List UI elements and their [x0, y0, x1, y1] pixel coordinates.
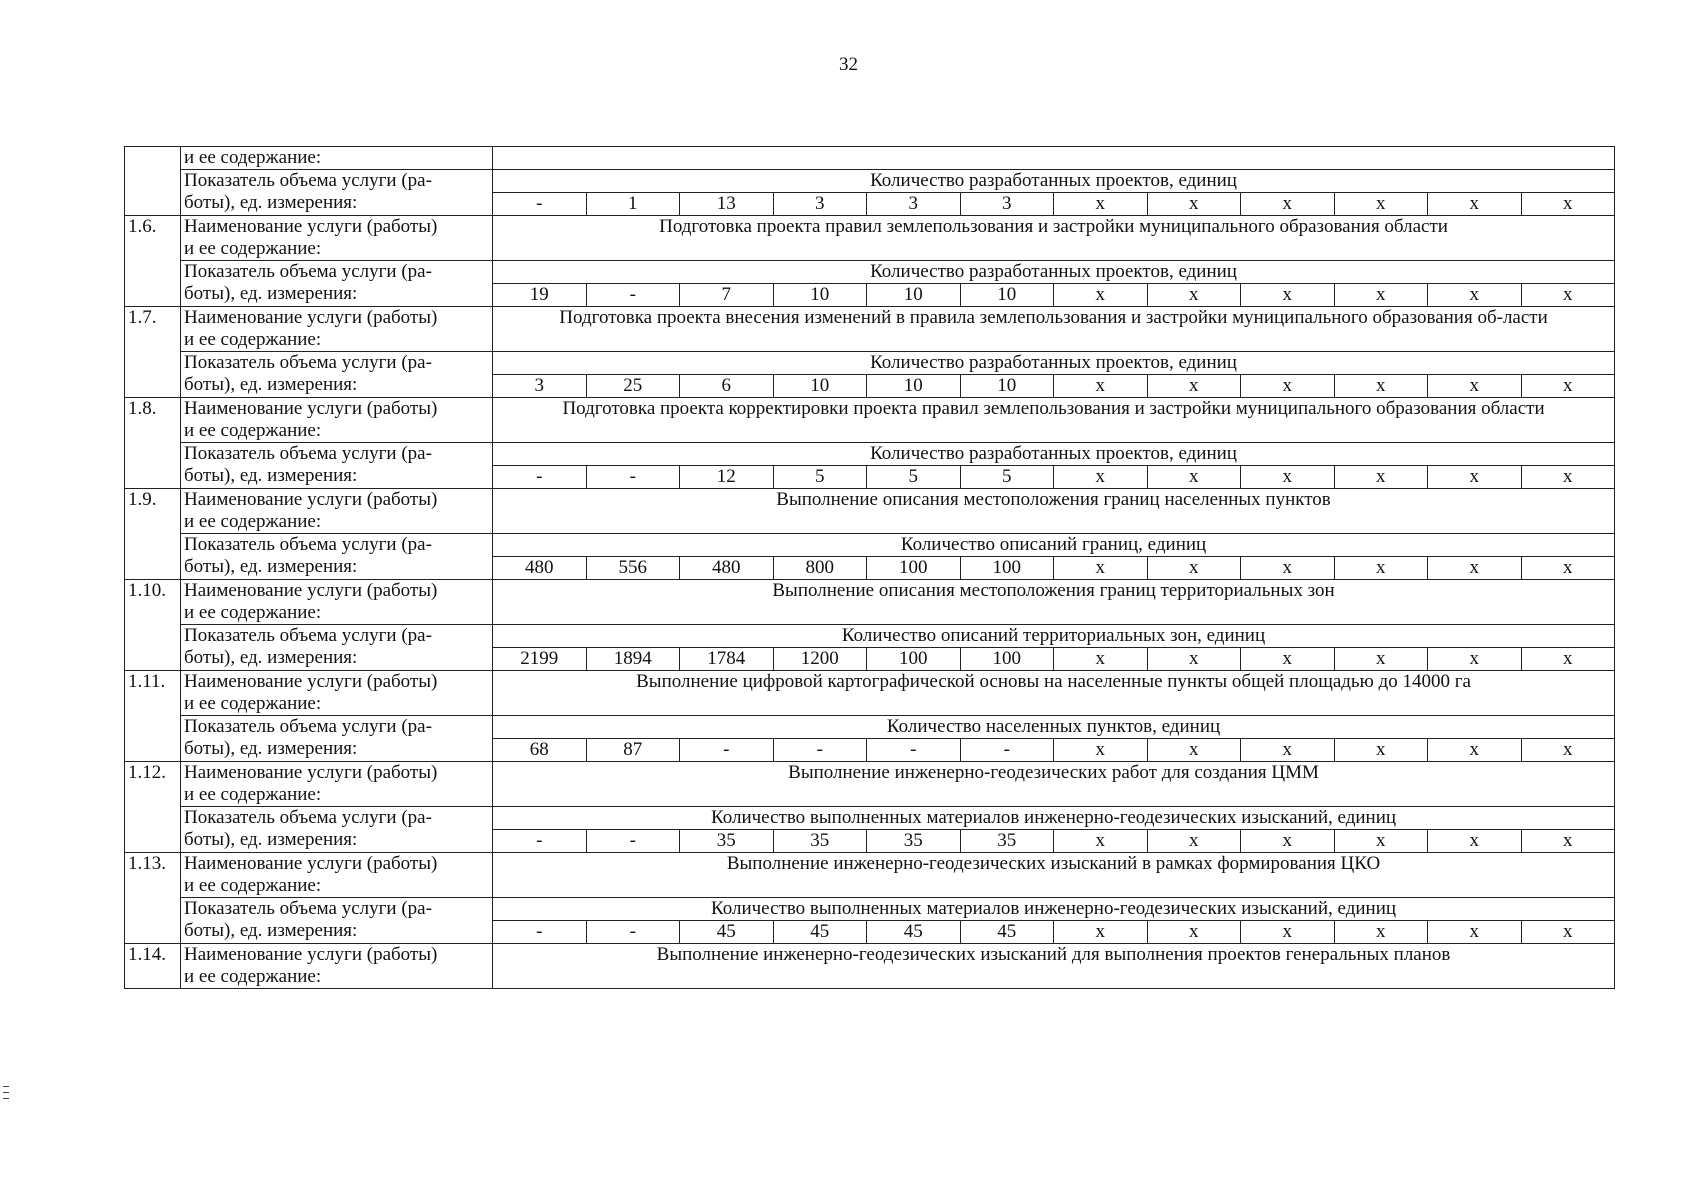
value-cell: x	[1521, 284, 1615, 307]
indicator-row	[125, 261, 1615, 284]
row-number: 1.8.	[125, 398, 181, 489]
row-number: 1.9.	[125, 489, 181, 580]
service-title: Выполнение инженерно-геодезических работ для создания ЦММ	[493, 762, 1615, 807]
service-title: Выполнение цифровой картографической основы на населенные пункты общей площадью до 14000 га	[493, 671, 1615, 716]
name-label	[181, 580, 493, 625]
service-title: Выполнение описания местоположения границ территориальных зон	[493, 580, 1615, 625]
value-cell: x	[1521, 921, 1615, 944]
value-cell: 10	[773, 375, 867, 398]
indicator-title: Количество разработанных проектов, единиц	[493, 443, 1615, 466]
value-cell: -	[493, 921, 587, 944]
value-cell: x	[1428, 466, 1522, 489]
value-cell: 10	[960, 284, 1054, 307]
value-cell: x	[1521, 375, 1615, 398]
value-cell: x	[1054, 193, 1148, 216]
value-cell: 100	[960, 648, 1054, 671]
value-cell: -	[586, 466, 680, 489]
margin-mark	[3, 1098, 9, 1099]
value-cell: 1894	[586, 648, 680, 671]
value-cell: 68	[493, 739, 587, 762]
name-label-tail: и ее содержание:	[181, 147, 493, 170]
value-cell: -	[493, 193, 587, 216]
service-title: Подготовка проекта корректировки проекта правил землепользования и застройки муниципального образования области	[493, 398, 1615, 443]
name-label-line1: Наименование услуги (работы)	[184, 944, 438, 965]
value-cell: x	[1428, 921, 1522, 944]
indicator-label	[181, 352, 493, 398]
value-cell: 1200	[773, 648, 867, 671]
row-number: 1.6.	[125, 216, 181, 307]
value-cell: x	[1428, 557, 1522, 580]
value-cell: 100	[960, 557, 1054, 580]
indicator-label-line2: боты), ед. измерения:	[184, 647, 358, 668]
value-cell: 10	[867, 375, 961, 398]
row-number: 1.12.	[125, 762, 181, 853]
indicator-title: Количество выполненных материалов инженерно-геодезических изысканий, единиц	[493, 898, 1615, 921]
service-title: Выполнение инженерно-геодезических изысканий в рамках формирования ЦКО	[493, 853, 1615, 898]
value-cell: x	[1147, 284, 1241, 307]
value-cell: 35	[960, 830, 1054, 853]
name-label-line2: и ее содержание:	[184, 238, 322, 259]
value-cell: 800	[773, 557, 867, 580]
value-cell: -	[680, 739, 774, 762]
name-label-line2: и ее содержание:	[184, 875, 322, 896]
indicator-label	[181, 443, 493, 489]
value-cell: x	[1147, 466, 1241, 489]
value-cell: -	[586, 830, 680, 853]
indicator-title: Количество описаний границ, единиц	[493, 534, 1615, 557]
indicator-title: Количество разработанных проектов, единиц	[493, 352, 1615, 375]
value-cell: 5	[867, 466, 961, 489]
value-cell: x	[1428, 830, 1522, 853]
value-cell: 100	[867, 648, 961, 671]
service-title: Подготовка проекта правил землепользования и застройки муниципального образования области	[493, 216, 1615, 261]
value-cell: x	[1334, 921, 1428, 944]
value-cell: x	[1241, 739, 1335, 762]
value-cell: 25	[586, 375, 680, 398]
name-label-line1: Наименование услуги (работы)	[184, 307, 438, 328]
indicator-title: Количество разработанных проектов, единиц	[493, 261, 1615, 284]
name-label	[181, 853, 493, 898]
margin-mark	[3, 1092, 9, 1093]
name-label	[181, 944, 493, 989]
name-label	[181, 762, 493, 807]
indicator-label-line1: Показатель объема услуги (ра-	[184, 898, 432, 919]
value-cell: 3	[960, 193, 1054, 216]
indicator-label-line1: Показатель объема услуги (ра-	[184, 534, 432, 555]
value-cell: x	[1521, 193, 1615, 216]
name-label	[181, 671, 493, 716]
name-label-line1: Наименование услуги (работы)	[184, 580, 438, 601]
service-name-row	[125, 398, 1615, 443]
value-cell: x	[1428, 284, 1522, 307]
name-label-line2: и ее содержание:	[184, 784, 322, 805]
value-cell: x	[1054, 921, 1148, 944]
value-cell: x	[1054, 557, 1148, 580]
value-cell: -	[773, 739, 867, 762]
indicator-title: Количество разработанных проектов, единиц	[493, 170, 1615, 193]
indicator-label-line1: Показатель объема услуги (ра-	[184, 807, 432, 828]
name-label-line2: и ее содержание:	[184, 966, 322, 987]
value-cell: x	[1521, 466, 1615, 489]
continuation-indicator-row	[125, 170, 1615, 193]
value-cell: 13	[680, 193, 774, 216]
service-name-row	[125, 671, 1615, 716]
value-cell: x	[1241, 466, 1335, 489]
value-cell: 6	[680, 375, 774, 398]
value-cell: x	[1241, 193, 1335, 216]
service-name-row	[125, 216, 1615, 261]
indicator-label-line2: боты), ед. измерения:	[184, 738, 358, 759]
value-cell: x	[1054, 466, 1148, 489]
indicator-row	[125, 807, 1615, 830]
value-cell: 35	[773, 830, 867, 853]
indicator-title: Количество описаний территориальных зон, единиц	[493, 625, 1615, 648]
value-cell: 1	[586, 193, 680, 216]
indicator-label-line2: боты), ед. измерения:	[184, 374, 358, 395]
value-cell: 45	[867, 921, 961, 944]
indicator-row	[125, 352, 1615, 375]
indicator-label-line1: Показатель объема услуги (ра-	[184, 625, 432, 646]
value-cell: 35	[680, 830, 774, 853]
name-label-line1: Наименование услуги (работы)	[184, 671, 438, 692]
name-label-line1: Наименование услуги (работы)	[184, 853, 438, 874]
value-cell: 45	[773, 921, 867, 944]
row-number: 1.11.	[125, 671, 181, 762]
value-cell: x	[1428, 375, 1522, 398]
indicator-label-line1: Показатель объема услуги (ра-	[184, 443, 432, 464]
name-label	[181, 307, 493, 352]
value-cell: x	[1147, 739, 1241, 762]
indicator-label-line2: боты), ед. измерения:	[184, 556, 358, 577]
indicator-label	[181, 534, 493, 580]
value-cell: x	[1521, 739, 1615, 762]
name-label-line2: и ее содержание:	[184, 511, 322, 532]
value-cell: x	[1241, 921, 1335, 944]
value-cell: 45	[960, 921, 1054, 944]
name-label	[181, 398, 493, 443]
service-name-row	[125, 580, 1615, 625]
value-cell: 100	[867, 557, 961, 580]
value-cell: x	[1334, 284, 1428, 307]
row-number-empty	[125, 147, 181, 216]
value-cell: x	[1334, 648, 1428, 671]
value-cell: x	[1147, 830, 1241, 853]
value-cell: 10	[867, 284, 961, 307]
value-cell: x	[1147, 648, 1241, 671]
value-cell: x	[1054, 739, 1148, 762]
page-number: 32	[839, 54, 858, 75]
value-cell: -	[867, 739, 961, 762]
name-label-line1: Наименование услуги (работы)	[184, 762, 438, 783]
value-cell: x	[1147, 921, 1241, 944]
value-cell: x	[1147, 193, 1241, 216]
value-cell: 45	[680, 921, 774, 944]
value-cell: x	[1521, 557, 1615, 580]
value-cell: x	[1428, 193, 1522, 216]
value-cell: -	[960, 739, 1054, 762]
service-title-empty	[493, 147, 1615, 170]
service-name-row	[125, 853, 1615, 898]
value-cell: x	[1428, 648, 1522, 671]
value-cell: x	[1147, 375, 1241, 398]
value-cell: 19	[493, 284, 587, 307]
indicator-title: Количество населенных пунктов, единиц	[493, 716, 1615, 739]
indicator-label	[181, 716, 493, 762]
value-cell: x	[1241, 648, 1335, 671]
value-cell: x	[1241, 557, 1335, 580]
indicator-label-line2: боты), ед. измерения:	[184, 192, 358, 213]
indicator-label-line1: Показатель объема услуги (ра-	[184, 261, 432, 282]
name-label	[181, 216, 493, 261]
indicator-label-line2: боты), ед. измерения:	[184, 829, 358, 850]
value-cell: -	[586, 921, 680, 944]
row-number: 1.13.	[125, 853, 181, 944]
value-cell: 3	[867, 193, 961, 216]
services-table	[124, 146, 1615, 989]
service-title: Выполнение описания местоположения границ населенных пунктов	[493, 489, 1615, 534]
value-cell: x	[1241, 375, 1335, 398]
indicator-label-line1: Показатель объема услуги (ра-	[184, 716, 432, 737]
value-cell: 12	[680, 466, 774, 489]
value-cell: 5	[960, 466, 1054, 489]
indicator-title: Количество выполненных материалов инженерно-геодезических изысканий, единиц	[493, 807, 1615, 830]
service-name-row	[125, 762, 1615, 807]
indicator-row	[125, 625, 1615, 648]
value-cell: x	[1241, 830, 1335, 853]
value-cell: 1784	[680, 648, 774, 671]
value-cell: 87	[586, 739, 680, 762]
services-table-body	[125, 147, 1615, 989]
value-cell: x	[1334, 739, 1428, 762]
indicator-label-line2: боты), ед. измерения:	[184, 465, 358, 486]
value-cell: 7	[680, 284, 774, 307]
row-number: 1.7.	[125, 307, 181, 398]
indicator-label	[181, 261, 493, 307]
indicator-row	[125, 898, 1615, 921]
name-label-line1: Наименование услуги (работы)	[184, 398, 438, 419]
name-label-line1: Наименование услуги (работы)	[184, 216, 438, 237]
service-name-row	[125, 944, 1615, 989]
name-label-line2: и ее содержание:	[184, 420, 322, 441]
service-title: Подготовка проекта внесения изменений в правила землепользования и застройки муниципального образования об-ласти	[493, 307, 1615, 352]
indicator-row	[125, 443, 1615, 466]
value-cell: -	[493, 830, 587, 853]
value-cell: x	[1054, 375, 1148, 398]
value-cell: x	[1054, 648, 1148, 671]
value-cell: 480	[680, 557, 774, 580]
continuation-name-row	[125, 147, 1615, 170]
name-label	[181, 489, 493, 534]
margin-mark	[3, 1086, 9, 1087]
value-cell: x	[1334, 466, 1428, 489]
service-name-row	[125, 489, 1615, 534]
value-cell: -	[493, 466, 587, 489]
value-cell: -	[586, 284, 680, 307]
value-cell: x	[1521, 830, 1615, 853]
value-cell: 10	[773, 284, 867, 307]
name-label-line2: и ее содержание:	[184, 602, 322, 623]
row-number: 1.10.	[125, 580, 181, 671]
value-cell: x	[1334, 557, 1428, 580]
name-label-line1: Наименование услуги (работы)	[184, 489, 438, 510]
value-cell: 35	[867, 830, 961, 853]
value-cell: x	[1334, 193, 1428, 216]
value-cell: 2199	[493, 648, 587, 671]
value-cell: x	[1054, 284, 1148, 307]
name-label-line2: и ее содержание:	[184, 693, 322, 714]
indicator-label	[181, 170, 493, 216]
value-cell: 3	[493, 375, 587, 398]
indicator-row	[125, 534, 1615, 557]
value-cell: 3	[773, 193, 867, 216]
indicator-label-line2: боты), ед. измерения:	[184, 283, 358, 304]
indicator-label	[181, 625, 493, 671]
row-number: 1.14.	[125, 944, 181, 989]
value-cell: 480	[493, 557, 587, 580]
service-title: Выполнение инженерно-геодезических изысканий для выполнения проектов генеральных планов	[493, 944, 1615, 989]
value-cell: x	[1334, 830, 1428, 853]
value-cell: x	[1054, 830, 1148, 853]
name-label-line2: и ее содержание:	[184, 329, 322, 350]
value-cell: x	[1334, 375, 1428, 398]
value-cell: 5	[773, 466, 867, 489]
indicator-label-line1: Показатель объема услуги (ра-	[184, 170, 432, 191]
indicator-label-line1: Показатель объема услуги (ра-	[184, 352, 432, 373]
value-cell: x	[1147, 557, 1241, 580]
indicator-label-line2: боты), ед. измерения:	[184, 920, 358, 941]
indicator-row	[125, 716, 1615, 739]
service-name-row	[125, 307, 1615, 352]
value-cell: x	[1428, 739, 1522, 762]
value-cell: x	[1241, 284, 1335, 307]
value-cell: x	[1521, 648, 1615, 671]
indicator-label	[181, 807, 493, 853]
indicator-label	[181, 898, 493, 944]
value-cell: 10	[960, 375, 1054, 398]
value-cell: 556	[586, 557, 680, 580]
